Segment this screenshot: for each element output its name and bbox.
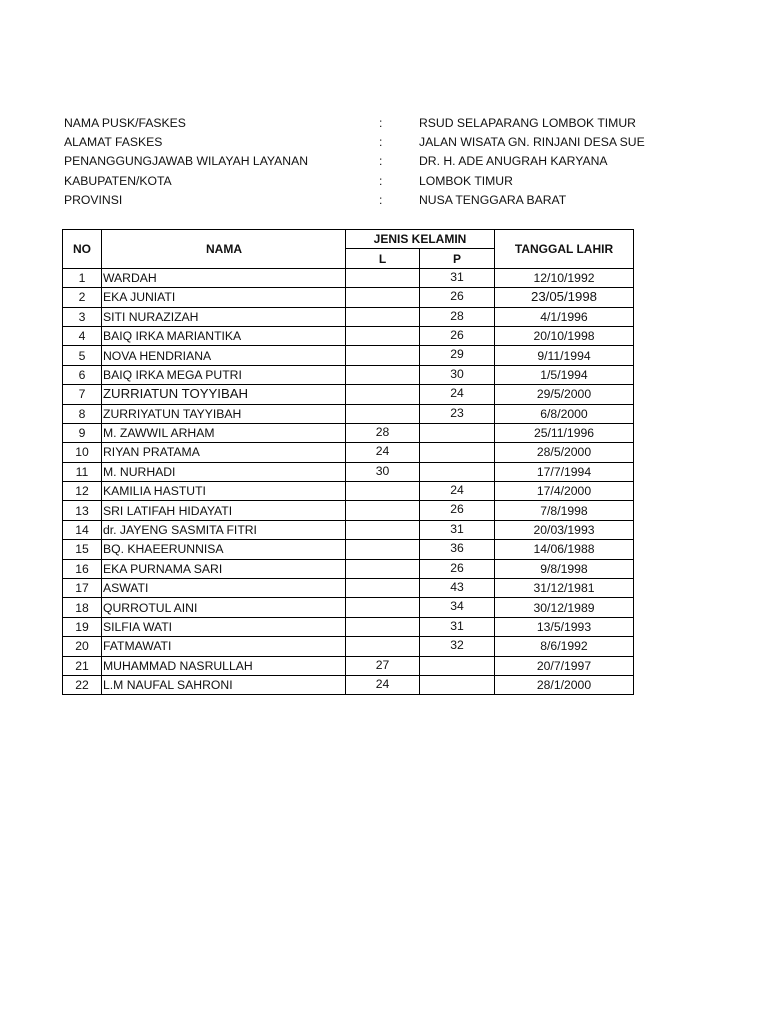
cell-p: 31 bbox=[420, 520, 495, 539]
cell-l bbox=[346, 579, 420, 598]
cell-no: 13 bbox=[63, 501, 102, 520]
cell-nama: BQ. KHAEERUNNISA bbox=[102, 540, 346, 559]
cell-l bbox=[346, 598, 420, 617]
cell-tanggal-lahir: 31/12/1981 bbox=[495, 579, 634, 598]
cell-nama: KAMILIA HASTUTI bbox=[102, 482, 346, 501]
table-row bbox=[63, 637, 634, 656]
cell-p: 26 bbox=[420, 288, 495, 307]
header-tanggal-lahir: TANGGAL LAHIR bbox=[495, 230, 634, 269]
cell-no: 11 bbox=[63, 462, 102, 481]
cell-tanggal-lahir: 29/5/2000 bbox=[495, 385, 634, 404]
table-row bbox=[63, 288, 634, 307]
info-label: PENANGGUNGJAWAB WILAYAH LAYANAN bbox=[64, 154, 309, 169]
cell-p: 36 bbox=[420, 540, 495, 559]
cell-nama: SITI NURAZIZAH bbox=[102, 307, 346, 326]
table-row bbox=[63, 443, 634, 462]
cell-l: 24 bbox=[346, 443, 420, 462]
cell-nama: RIYAN PRATAMA bbox=[102, 443, 346, 462]
info-value: JALAN WISATA GN. RINJANI DESA SUE bbox=[419, 135, 645, 150]
cell-no: 5 bbox=[63, 346, 102, 365]
cell-tanggal-lahir: 1/5/1994 bbox=[495, 365, 634, 384]
cell-nama: BAIQ IRKA MARIANTIKA bbox=[102, 326, 346, 345]
table-row bbox=[63, 540, 634, 559]
table-row bbox=[63, 385, 634, 404]
cell-tanggal-lahir: 25/11/1996 bbox=[495, 423, 634, 442]
cell-nama: BAIQ IRKA MEGA PUTRI bbox=[102, 365, 346, 384]
cell-tanggal-lahir: 30/12/1989 bbox=[495, 598, 634, 617]
cell-tanggal-lahir: 20/10/1998 bbox=[495, 326, 634, 345]
table-row bbox=[63, 675, 634, 694]
cell-l: 24 bbox=[346, 675, 420, 694]
cell-l bbox=[346, 385, 420, 404]
cell-nama: ZURRIYATUN TAYYIBAH bbox=[102, 404, 346, 423]
header-jenis-kelamin: JENIS KELAMIN bbox=[346, 230, 495, 249]
cell-tanggal-lahir: 9/11/1994 bbox=[495, 346, 634, 365]
header-p: P bbox=[420, 249, 495, 268]
cell-p: 23 bbox=[420, 404, 495, 423]
cell-tanggal-lahir: 28/5/2000 bbox=[495, 443, 634, 462]
cell-tanggal-lahir: 20/7/1997 bbox=[495, 656, 634, 675]
cell-tanggal-lahir: 28/1/2000 bbox=[495, 675, 634, 694]
table-row bbox=[63, 656, 634, 675]
cell-nama: SILFIA WATI bbox=[102, 617, 346, 636]
cell-p: 26 bbox=[420, 501, 495, 520]
cell-p bbox=[420, 656, 495, 675]
cell-tanggal-lahir: 7/8/1998 bbox=[495, 501, 634, 520]
cell-no: 14 bbox=[63, 520, 102, 539]
info-row-regency bbox=[64, 171, 704, 190]
info-label: NAMA PUSK/FASKES bbox=[64, 115, 186, 130]
cell-p: 26 bbox=[420, 559, 495, 578]
info-row-province bbox=[64, 191, 704, 210]
cell-p: 24 bbox=[420, 482, 495, 501]
cell-nama: ZURRIATUN TOYYIBAH bbox=[102, 385, 346, 404]
info-label: ALAMAT FASKES bbox=[64, 135, 163, 150]
cell-p: 28 bbox=[420, 307, 495, 326]
table-row bbox=[63, 482, 634, 501]
cell-p: 24 bbox=[420, 385, 495, 404]
header-nama: NAMA bbox=[102, 230, 346, 269]
info-colon: : bbox=[379, 193, 383, 208]
cell-l bbox=[346, 288, 420, 307]
table-row bbox=[63, 404, 634, 423]
cell-tanggal-lahir: 8/6/1992 bbox=[495, 637, 634, 656]
cell-no: 2 bbox=[63, 288, 102, 307]
info-value: LOMBOK TIMUR bbox=[419, 173, 513, 188]
cell-nama: QURROTUL AINI bbox=[102, 598, 346, 617]
cell-l bbox=[346, 520, 420, 539]
cell-tanggal-lahir: 12/10/1992 bbox=[495, 268, 634, 287]
cell-l: 27 bbox=[346, 656, 420, 675]
info-colon: : bbox=[379, 115, 383, 130]
cell-no: 22 bbox=[63, 675, 102, 694]
cell-l: 28 bbox=[346, 423, 420, 442]
cell-tanggal-lahir: 17/4/2000 bbox=[495, 482, 634, 501]
cell-l bbox=[346, 637, 420, 656]
info-label: PROVINSI bbox=[64, 193, 123, 208]
cell-p bbox=[420, 462, 495, 481]
cell-nama: EKA PURNAMA SARI bbox=[102, 559, 346, 578]
table-row bbox=[63, 559, 634, 578]
cell-l bbox=[346, 268, 420, 287]
cell-tanggal-lahir: 23/05/1998 bbox=[495, 288, 634, 307]
patient-table bbox=[62, 229, 634, 695]
cell-l bbox=[346, 501, 420, 520]
cell-nama: FATMAWATI bbox=[102, 637, 346, 656]
cell-nama: L.M NAUFAL SAHRONI bbox=[102, 675, 346, 694]
cell-nama: EKA JUNIATI bbox=[102, 288, 346, 307]
cell-nama: MUHAMMAD NASRULLAH bbox=[102, 656, 346, 675]
header-l: L bbox=[346, 249, 420, 268]
cell-l bbox=[346, 540, 420, 559]
cell-l bbox=[346, 559, 420, 578]
cell-l bbox=[346, 346, 420, 365]
cell-p: 43 bbox=[420, 579, 495, 598]
cell-tanggal-lahir: 13/5/1993 bbox=[495, 617, 634, 636]
cell-l bbox=[346, 482, 420, 501]
cell-no: 9 bbox=[63, 423, 102, 442]
cell-l bbox=[346, 617, 420, 636]
cell-tanggal-lahir: 14/06/1988 bbox=[495, 540, 634, 559]
table-row bbox=[63, 579, 634, 598]
cell-p: 31 bbox=[420, 617, 495, 636]
cell-no: 8 bbox=[63, 404, 102, 423]
facility-info bbox=[64, 113, 704, 210]
cell-p bbox=[420, 443, 495, 462]
cell-no: 7 bbox=[63, 385, 102, 404]
cell-no: 10 bbox=[63, 443, 102, 462]
table-row bbox=[63, 423, 634, 442]
cell-tanggal-lahir: 17/7/1994 bbox=[495, 462, 634, 481]
cell-p: 34 bbox=[420, 598, 495, 617]
table-row bbox=[63, 520, 634, 539]
info-row-person-in-charge bbox=[64, 152, 704, 171]
cell-nama: M. ZAWWIL ARHAM bbox=[102, 423, 346, 442]
cell-l bbox=[346, 307, 420, 326]
cell-no: 21 bbox=[63, 656, 102, 675]
cell-no: 12 bbox=[63, 482, 102, 501]
cell-no: 17 bbox=[63, 579, 102, 598]
cell-nama: ASWATI bbox=[102, 579, 346, 598]
info-value: RSUD SELAPARANG LOMBOK TIMUR bbox=[419, 115, 636, 130]
cell-no: 3 bbox=[63, 307, 102, 326]
info-row-facility-name bbox=[64, 113, 704, 132]
cell-no: 6 bbox=[63, 365, 102, 384]
table-row bbox=[63, 617, 634, 636]
cell-l: 30 bbox=[346, 462, 420, 481]
cell-nama: NOVA HENDRIANA bbox=[102, 346, 346, 365]
table-row bbox=[63, 268, 634, 287]
table-row bbox=[63, 462, 634, 481]
cell-no: 1 bbox=[63, 268, 102, 287]
cell-p: 32 bbox=[420, 637, 495, 656]
cell-p bbox=[420, 423, 495, 442]
table-row bbox=[63, 365, 634, 384]
cell-no: 18 bbox=[63, 598, 102, 617]
cell-l bbox=[346, 365, 420, 384]
table-row bbox=[63, 307, 634, 326]
header-no: NO bbox=[63, 230, 102, 269]
cell-nama: M. NURHADI bbox=[102, 462, 346, 481]
cell-nama: SRI LATIFAH HIDAYATI bbox=[102, 501, 346, 520]
table-row bbox=[63, 501, 634, 520]
cell-no: 15 bbox=[63, 540, 102, 559]
cell-no: 20 bbox=[63, 637, 102, 656]
cell-tanggal-lahir: 20/03/1993 bbox=[495, 520, 634, 539]
cell-no: 4 bbox=[63, 326, 102, 345]
info-colon: : bbox=[379, 135, 383, 150]
info-row-address bbox=[64, 132, 704, 151]
cell-p: 31 bbox=[420, 268, 495, 287]
cell-p: 30 bbox=[420, 365, 495, 384]
cell-nama: dr. JAYENG SASMITA FITRI bbox=[102, 520, 346, 539]
cell-tanggal-lahir: 4/1/1996 bbox=[495, 307, 634, 326]
cell-tanggal-lahir: 9/8/1998 bbox=[495, 559, 634, 578]
cell-tanggal-lahir: 6/8/2000 bbox=[495, 404, 634, 423]
cell-p: 26 bbox=[420, 326, 495, 345]
table-header-row bbox=[63, 230, 634, 249]
cell-l bbox=[346, 326, 420, 345]
cell-l bbox=[346, 404, 420, 423]
info-colon: : bbox=[379, 154, 383, 169]
cell-p bbox=[420, 675, 495, 694]
info-label: KABUPATEN/KOTA bbox=[64, 173, 172, 188]
table-row bbox=[63, 598, 634, 617]
cell-no: 19 bbox=[63, 617, 102, 636]
info-value: NUSA TENGGARA BARAT bbox=[419, 193, 567, 208]
cell-nama: WARDAH bbox=[102, 268, 346, 287]
info-colon: : bbox=[379, 173, 383, 188]
table-row bbox=[63, 346, 634, 365]
cell-p: 29 bbox=[420, 346, 495, 365]
cell-no: 16 bbox=[63, 559, 102, 578]
table-row bbox=[63, 326, 634, 345]
info-value: DR. H. ADE ANUGRAH KARYANA bbox=[419, 154, 608, 169]
